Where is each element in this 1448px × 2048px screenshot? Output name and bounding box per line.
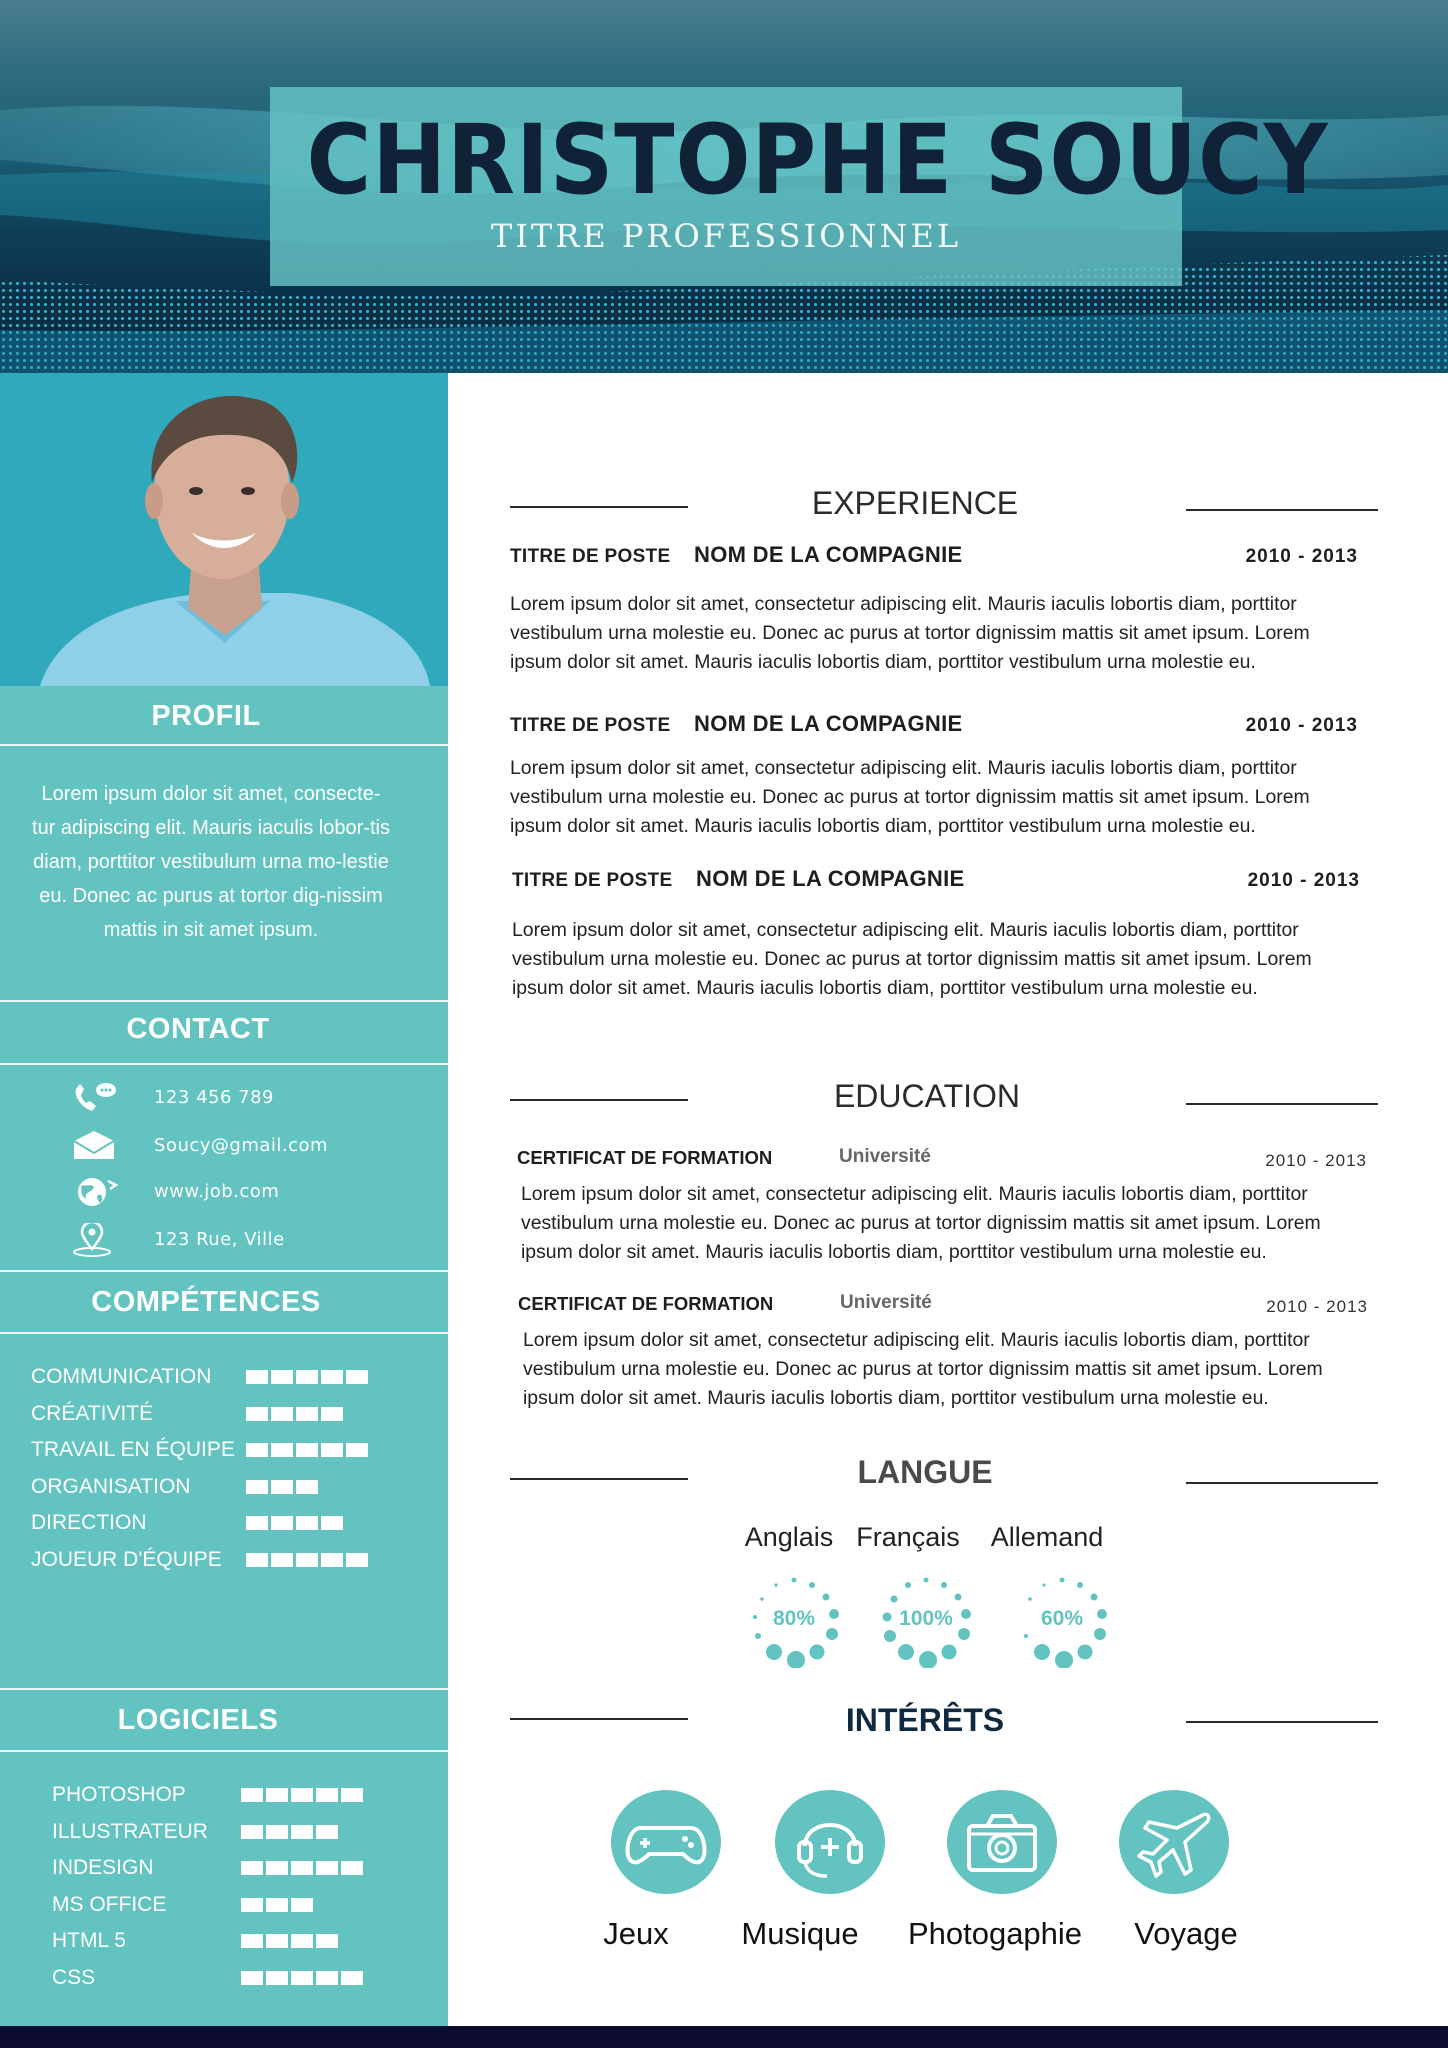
skill-level-block	[271, 1516, 293, 1530]
camera-icon	[947, 1790, 1057, 1894]
skill-level-block	[341, 1788, 363, 1802]
skill-label: HTML 5	[52, 1929, 126, 1952]
job-description: Lorem ipsum dolor sit amet, consectetur adipiscing elit. Mauris iaculis lobortis diam, porttitor vestibulum urna molestie eu. Donec ac purus at tortor dignissim mattis sit amet ipsum. Lorem ipsum dolor sit amet. Mauris iaculis lobortis diam, porttitor vestibulum urna molestie eu.	[510, 593, 1310, 673]
skill-level-block	[346, 1553, 368, 1567]
skill-row	[31, 1511, 411, 1541]
skill-level-block	[321, 1553, 343, 1567]
section-rule	[1186, 1103, 1378, 1105]
skill-level-block	[291, 1861, 313, 1875]
competences-heading: COMPÉTENCES	[91, 1286, 321, 1318]
skill-label: JOUEUR D'ÉQUIPE	[31, 1547, 222, 1571]
profile-photo	[0, 373, 448, 686]
section-rule	[1186, 1482, 1378, 1484]
skill-level-block	[291, 1898, 313, 1912]
language-name: Allemand	[990, 1522, 1104, 1552]
job-description: Lorem ipsum dolor sit amet, consectetur adipiscing elit. Mauris iaculis lobortis diam, porttitor vestibulum urna molestie eu. Donec ac purus at tortor dignissim mattis sit amet ipsum. Lorem ipsum dolor sit amet. Mauris iaculis lobortis diam, porttitor vestibulum urna molestie eu.	[512, 919, 1312, 999]
divider	[0, 1270, 448, 1272]
section-rule	[510, 1718, 688, 1720]
skill-level-block	[341, 1861, 363, 1875]
name-box	[270, 87, 1329, 286]
skill-level-block	[296, 1407, 318, 1421]
skill-level-block	[291, 1934, 313, 1948]
contact-text[interactable]: Soucy@gmail.com	[154, 1135, 329, 1156]
contact-text: 123 Rue, Ville	[154, 1229, 285, 1250]
section-rule	[510, 1478, 688, 1480]
section-rule	[1186, 1721, 1378, 1723]
skill-level-bar	[241, 1971, 363, 1985]
skill-level-block	[271, 1407, 293, 1421]
divider	[0, 1000, 448, 1002]
language-name: Français	[856, 1522, 960, 1552]
envelope-icon	[70, 1129, 118, 1163]
skill-level-block	[271, 1370, 293, 1384]
skill-level-block	[266, 1788, 288, 1802]
skill-level-block	[241, 1971, 263, 1985]
skill-level-block	[246, 1370, 268, 1384]
skill-level-block	[246, 1480, 268, 1494]
language-name: Anglais	[744, 1522, 834, 1552]
skill-level-block	[271, 1480, 293, 1494]
section-rule	[1186, 509, 1378, 511]
interest-voyage-circle	[1119, 1790, 1229, 1894]
skill-level-block	[291, 1788, 313, 1802]
education-description: Lorem ipsum dolor sit amet, consectetur adipiscing elit. Mauris iaculis lobortis diam, porttitor vestibulum urna molestie eu. Donec ac purus at tortor dignissim mattis sit amet ipsum. Lorem ipsum dolor sit amet. Mauris iaculis lobortis diam, porttitor vestibulum urna molestie eu.	[523, 1329, 1323, 1409]
skill-level-bar	[246, 1443, 368, 1457]
skill-level-block	[266, 1898, 288, 1912]
skill-level-bar	[241, 1934, 338, 1948]
interest-label: Voyage	[1134, 1916, 1238, 1951]
skill-level-block	[316, 1788, 338, 1802]
skill-level-block	[346, 1370, 368, 1384]
divider	[0, 1750, 448, 1752]
skill-row	[52, 1966, 432, 1996]
interest-photographie-circle	[947, 1790, 1057, 1894]
contact-email[interactable]	[70, 1127, 430, 1167]
skill-level-block	[346, 1443, 368, 1457]
gamepad-icon	[611, 1790, 721, 1894]
skill-level-bar	[241, 1788, 363, 1802]
contact-address	[70, 1221, 430, 1261]
profil-text: Lorem ipsum dolor sit amet, consecte-tur adipiscing elit. Mauris iaculis lobor-tis diam, porttitor vestibulum urna mo-lestie eu. Donec ac purus at tortor dig-nissim mattis in sit amet ipsum.	[32, 783, 390, 941]
skill-level-block	[321, 1370, 343, 1384]
globe-icon	[70, 1175, 118, 1209]
job-header	[510, 709, 1358, 741]
education-heading: EDUCATION	[833, 1078, 1021, 1114]
skill-label: CSS	[52, 1965, 96, 1989]
skill-label: DIRECTION	[31, 1511, 147, 1534]
skill-level-bar	[241, 1861, 363, 1875]
skill-level-block	[246, 1407, 268, 1421]
section-rule	[510, 1099, 688, 1101]
interest-label: Photogaphie	[907, 1916, 1083, 1951]
job-description: Lorem ipsum dolor sit amet, consectetur adipiscing elit. Mauris iaculis lobortis diam, porttitor vestibulum urna molestie eu. Donec ac purus at tortor dignissim mattis sit amet ipsum. Lorem ipsum dolor sit amet. Mauris iaculis lobortis diam, porttitor vestibulum urna molestie eu.	[510, 757, 1310, 837]
job-dates: 2010 - 2013	[1245, 715, 1358, 736]
skill-level-block	[316, 1971, 338, 1985]
divider	[0, 1688, 448, 1690]
skill-level-bar	[246, 1480, 318, 1494]
contact-heading: CONTACT	[126, 1013, 270, 1045]
job-position: TITRE DE POSTE	[510, 715, 671, 736]
interest-musique-circle	[775, 1790, 885, 1894]
skill-label: TRAVAIL EN ÉQUIPE	[31, 1438, 235, 1461]
skill-level-block	[246, 1516, 268, 1530]
skill-level-block	[321, 1443, 343, 1457]
logiciels-heading: LOGICIELS	[117, 1704, 279, 1736]
skill-level-block	[271, 1553, 293, 1567]
education-certificate: CERTIFICAT DE FORMATION	[517, 1147, 773, 1168]
skill-row	[52, 1929, 432, 1959]
skill-level-bar	[246, 1516, 343, 1530]
skill-level-block	[246, 1553, 268, 1567]
skill-label: INDESIGN	[52, 1856, 154, 1879]
skill-level-block	[241, 1825, 263, 1839]
contact-text: 123 456 789	[154, 1087, 275, 1108]
job-header	[512, 864, 1360, 896]
experience-heading: EXPERIENCE	[811, 485, 1019, 521]
job-company: NOM DE LA COMPAGNIE	[694, 711, 963, 736]
interest-jeux-circle	[611, 1790, 721, 1894]
skill-label: PHOTOSHOP	[52, 1783, 186, 1806]
skill-row	[31, 1438, 411, 1468]
divider	[0, 1332, 448, 1334]
skill-label: ORGANISATION	[31, 1474, 191, 1498]
bottom-bar	[0, 2026, 1448, 2048]
education-certificate: CERTIFICAT DE FORMATION	[518, 1293, 774, 1314]
skill-level-block	[266, 1934, 288, 1948]
job-company: NOM DE LA COMPAGNIE	[696, 866, 965, 891]
job-position: TITRE DE POSTE	[512, 870, 673, 891]
education-description: Lorem ipsum dolor sit amet, consectetur adipiscing elit. Mauris iaculis lobortis diam, porttitor vestibulum urna molestie eu. Donec ac purus at tortor dignissim mattis sit amet ipsum. Lorem ipsum dolor sit amet. Mauris iaculis lobortis diam, porttitor vestibulum urna molestie eu.	[521, 1183, 1321, 1263]
education-header	[517, 1143, 1367, 1173]
location-pin-icon	[70, 1223, 118, 1257]
skill-level-block	[271, 1443, 293, 1457]
header-banner	[0, 0, 1448, 373]
skill-level-block	[241, 1934, 263, 1948]
skill-row	[31, 1365, 411, 1395]
skill-level-block	[266, 1971, 288, 1985]
skill-row	[52, 1856, 432, 1886]
skill-level-bar	[246, 1370, 368, 1384]
skill-label: ILLUSTRATEUR	[52, 1819, 208, 1843]
skill-level-block	[321, 1516, 343, 1530]
skill-level-block	[241, 1898, 263, 1912]
job-company: NOM DE LA COMPAGNIE	[694, 542, 963, 567]
skill-level-bar	[241, 1898, 313, 1912]
job-position: TITRE DE POSTE	[510, 546, 671, 567]
interest-label: Musique	[741, 1916, 859, 1951]
education-school: Université	[839, 1146, 931, 1167]
skill-level-block	[266, 1825, 288, 1839]
job-dates: 2010 - 2013	[1245, 546, 1358, 567]
skill-level-block	[241, 1788, 263, 1802]
contact-text[interactable]: www.job.com	[154, 1181, 280, 1202]
skill-row	[52, 1783, 432, 1813]
skill-level-bar	[241, 1825, 338, 1839]
skill-level-bar	[246, 1407, 343, 1421]
skill-label: MS OFFICE	[52, 1892, 167, 1916]
professional-title: TITRE PROFESSIONNEL	[490, 217, 962, 255]
skill-level-block	[241, 1861, 263, 1875]
skill-row	[52, 1893, 432, 1923]
language-percent: 60%	[1040, 1607, 1084, 1630]
skill-level-block	[296, 1553, 318, 1567]
skill-label: COMMUNICATION	[31, 1365, 212, 1388]
headset-icon	[775, 1790, 885, 1894]
skill-level-block	[296, 1480, 318, 1494]
job-dates: 2010 - 2013	[1247, 870, 1360, 891]
langue-heading: LANGUE	[857, 1454, 993, 1490]
divider	[0, 1063, 448, 1065]
skill-level-block	[296, 1370, 318, 1384]
interets-heading: INTÉRÊTS	[845, 1702, 1005, 1738]
skill-row	[31, 1548, 411, 1578]
language-percent: 80%	[772, 1607, 816, 1630]
divider	[0, 744, 448, 746]
skill-label: CRÉATIVITÉ	[31, 1401, 154, 1425]
skill-row	[52, 1820, 432, 1850]
skill-level-block	[341, 1971, 363, 1985]
skill-level-block	[291, 1825, 313, 1839]
skill-level-block	[316, 1825, 338, 1839]
skill-level-block	[291, 1971, 313, 1985]
contact-phone	[70, 1079, 430, 1119]
skill-level-block	[246, 1443, 268, 1457]
skill-level-block	[316, 1861, 338, 1875]
education-dates: 2010 - 2013	[1265, 1151, 1367, 1170]
skill-level-block	[296, 1443, 318, 1457]
full-name: CHRISTOPHE SOUCY	[306, 104, 1329, 216]
education-header	[518, 1289, 1368, 1319]
education-school: Université	[840, 1292, 932, 1313]
skill-level-block	[266, 1861, 288, 1875]
education-dates: 2010 - 2013	[1266, 1297, 1368, 1316]
contact-website[interactable]	[70, 1173, 430, 1213]
skill-row	[31, 1402, 411, 1432]
skill-row	[31, 1475, 411, 1505]
skill-level-block	[321, 1407, 343, 1421]
skill-level-block	[316, 1934, 338, 1948]
job-header	[510, 540, 1358, 572]
section-rule	[510, 506, 688, 508]
phone-icon	[70, 1081, 118, 1115]
profil-heading: PROFIL	[151, 700, 261, 732]
airplane-icon	[1119, 1790, 1229, 1894]
interest-label: Jeux	[603, 1916, 669, 1951]
skill-level-bar	[246, 1553, 368, 1567]
sidebar	[0, 373, 448, 2026]
skill-level-block	[296, 1516, 318, 1530]
language-percent: 100%	[899, 1607, 953, 1630]
